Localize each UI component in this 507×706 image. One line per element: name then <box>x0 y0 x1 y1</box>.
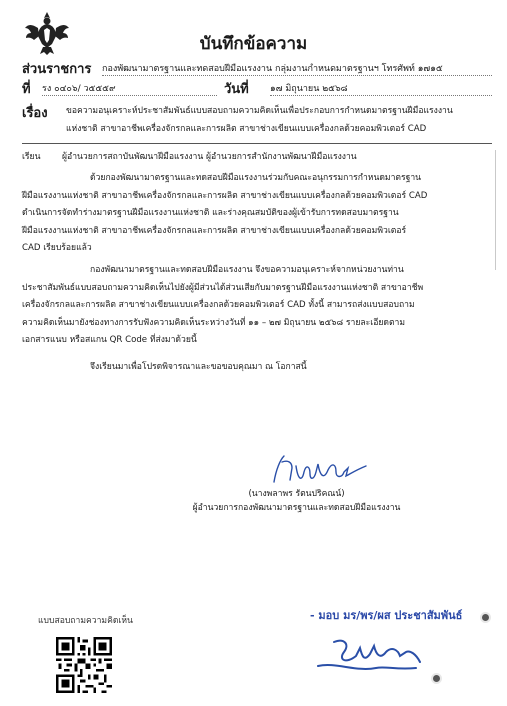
paragraph-line: เอกสารแนบ หรือสแกน QR Code ที่ส่งมาด้วยนี้ <box>22 335 197 345</box>
approver-signature-icon <box>316 632 436 678</box>
paragraph-line: ฝีมือแรงงานแห่งชาติ สาขาอาชีพเครื่องจักรกลและการผลิต สาขาช่างเขียนแบบเครื่องกลด้วยคอมพิวเตอร์ <box>22 225 407 236</box>
body-paragraph-1 <box>22 170 488 258</box>
paragraph-line: ดำเนินการจัดทำร่างมาตรฐานฝีมือแรงงานแห่งชาติ และร่างคุณสมบัติของผู้เข้ารับการทดสอบมาตรฐาน <box>22 208 399 218</box>
margin-line <box>495 150 496 270</box>
subject-divider <box>22 143 492 144</box>
agency-label: ส่วนราชการ <box>22 62 92 77</box>
to-label: เรียน <box>22 152 41 162</box>
signer-name: (นางพลาพร รัตนปริคณน์) <box>248 489 345 499</box>
qr-label: แบบสอบถามความคิดเห็น <box>38 616 133 626</box>
paragraph-line: กองพัฒนามาตรฐานและทดสอบฝีมือแรงงาน จึงขอความอนุเคราะห์จากหน่วยงานท่าน <box>90 265 404 275</box>
document-title: บันทึกข้อความ <box>199 34 308 54</box>
paragraph-line: ด้วยกองพัฒนามาตรฐานและทดสอบฝีมือแรงงานร่วมกับคณะอนุกรรมการกำหนดมาตรฐาน <box>90 173 422 183</box>
paragraph-line: เครื่องจักรกลและการผลิต สาขาช่างเขียนแบบเครื่องกลด้วยคอมพิวเตอร์ CAD ทั้งนี้ สามารถส่งแบบสอบถาม <box>22 300 415 310</box>
director-signature-icon <box>270 452 370 486</box>
to-value: ผู้อำนวยการสถาบันพัฒนาฝีมือแรงงาน ผู้อำนวยการสำนักงานพัฒนาฝีมือแรงงาน <box>62 152 357 162</box>
date-label: วันที่ <box>224 82 249 97</box>
marker-dot-icon <box>431 673 442 684</box>
number-date-row <box>22 78 492 98</box>
agency-value: กองพัฒนามาตรฐานและทดสอบฝีมือแรงงาน กลุ่มงานกำหนดมาตรฐานฯ โทรศัพท์ ๑๗๑๕ <box>102 61 492 76</box>
signer-block <box>0 487 507 515</box>
paragraph-line: ประชาสัมพันธ์แบบสอบถามความคิดเห็นไปยังผู้มีส่วนได้ส่วนเสียกับมาตรฐานฝีมือแรงงานแห่งชาติ สาขาอาชีพ <box>22 282 424 293</box>
paragraph-line: ฝีมือแรงงานแห่งชาติ สาขาอาชีพเครื่องจักรกลและการผลิต สาขาช่างเขียนแบบเครื่องกลด้วยคอมพิวเตอร์ CAD <box>22 190 428 201</box>
body-paragraph-2 <box>22 262 488 350</box>
handwritten-note: - มอบ มร/พร/ผส ประชาสัมพันธ์ <box>310 609 463 622</box>
date-value: ๑๗ มิถุนายน ๒๕๖๘ <box>270 81 492 96</box>
paragraph-line: ความคิดเห็นมายังช่องทางการรับฟังความคิดเห็นระหว่างวันที่ ๑๑ – ๒๗ มิถุนายน ๒๕๖๘ รายละเอียดตาม <box>22 317 406 328</box>
marker-dot-icon <box>480 612 491 623</box>
subject-line-2: แห่งชาติ สาขาอาชีพเครื่องจักรกลและการผลิต สาขาช่างเขียนแบบเครื่องกลด้วยคอมพิวเตอร์ CAD <box>66 124 427 134</box>
qr-code-icon[interactable] <box>56 637 112 693</box>
number-value: รง ๐๔๐๖/ ว๕๕๕๙ <box>42 81 217 96</box>
paragraph-line: CAD เรียบร้อยแล้ว <box>22 243 92 253</box>
subject-block <box>22 102 492 142</box>
closing-text: จึงเรียนมาเพื่อโปรดพิจารณาและขอขอบคุณมา ณ โอกาสนี้ <box>90 362 307 372</box>
signer-position: ผู้อำนวยการกองพัฒนามาตรฐานและทดสอบฝีมือแรงงาน <box>192 503 401 513</box>
number-label: ที่ <box>22 82 31 97</box>
agency-row <box>22 58 492 78</box>
subject-line-1: ขอความอนุเคราะห์ประชาสัมพันธ์แบบสอบถามความคิดเห็นเพื่อประกอบการกำหนดมาตรฐานฝีมือแรงงาน <box>66 106 453 116</box>
subject-label: เรื่อง <box>22 106 48 121</box>
